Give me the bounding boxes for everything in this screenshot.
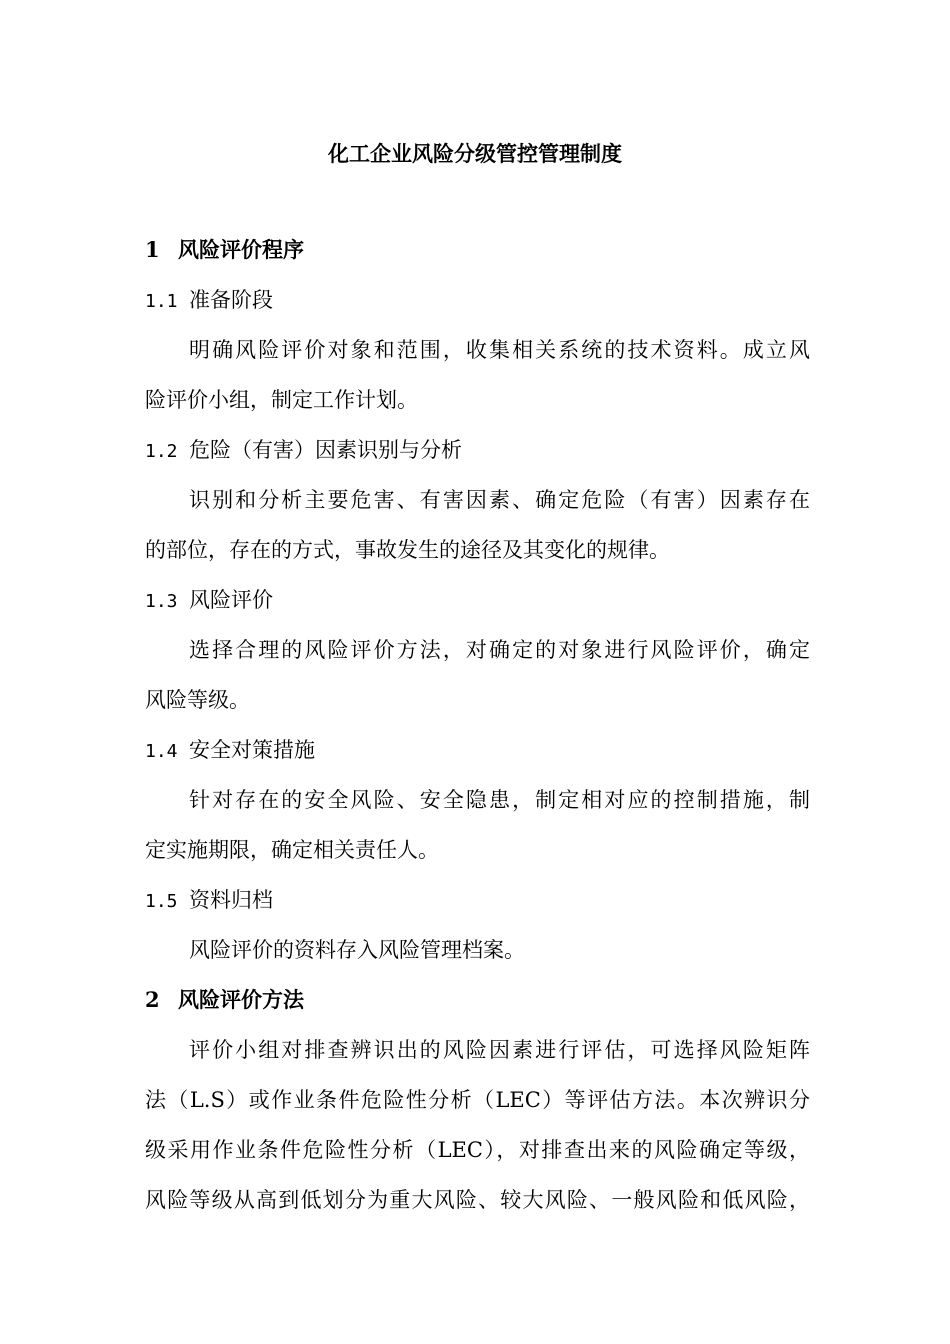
paragraph-line: 风险评价的资料存入风险管理档案。 (189, 938, 525, 962)
paragraph-line: 法（L.S）或作业条件危险性分析（LEC）等评估方法。本次辨识分 (145, 1088, 810, 1112)
section-title: 风险评价方法 (178, 987, 304, 1012)
paragraph-line: 明确风险评价对象和范围，收集相关系统的技术资料。成立风 (189, 338, 810, 362)
subsection-1-1-heading (145, 281, 810, 331)
subsection-1-5-heading (145, 881, 810, 931)
subsection-title: 危险（有害）因素识别与分析 (189, 438, 462, 462)
subsection-1-3-heading (145, 581, 810, 631)
paragraph-line: 级采用作业条件危险性分析（LEC），对排查出来的风险确定等级， (145, 1138, 810, 1162)
subsection-1-4-heading (145, 731, 810, 781)
subsection-1-2-heading (145, 431, 810, 481)
subsection-number: 1.3 (145, 591, 178, 612)
subsection-number: 1.4 (145, 741, 178, 762)
paragraph-line: 评价小组对排查辨识出的风险因素进行评估，可选择风险矩阵 (189, 1038, 810, 1062)
section-title: 风险评价程序 (178, 237, 304, 262)
subsection-number: 1.5 (145, 891, 178, 912)
subsection-title: 准备阶段 (189, 288, 273, 312)
subsection-title: 资料归档 (189, 888, 273, 912)
paragraph-line: 险评价小组，制定工作计划。 (145, 388, 418, 412)
subsection-number: 1.2 (145, 441, 178, 462)
section-number: 1 (145, 237, 160, 262)
subsection-title: 安全对策措施 (189, 738, 315, 762)
subsection-title: 风险评价 (189, 588, 273, 612)
paragraph-line: 选择合理的风险评价方法，对确定的对象进行风险评价，确定 (189, 638, 810, 662)
paragraph-line: 识别和分析主要危害、有害因素、确定危险（有害）因素存在 (189, 488, 810, 512)
section-number: 2 (145, 987, 160, 1012)
section-2-heading (145, 981, 810, 1031)
paragraph-line: 风险等级从高到低划分为重大风险、较大风险、一般风险和低风险， (145, 1188, 810, 1212)
section-1-heading (145, 231, 810, 281)
paragraph-line: 风险等级。 (145, 688, 250, 712)
paragraph-line: 的部位，存在的方式，事故发生的途径及其变化的规律。 (145, 538, 670, 562)
document-body (145, 231, 810, 1231)
paragraph-line: 定实施期限，确定相关责任人。 (145, 838, 439, 862)
document-title: 化工企业风险分级管控管理制度 (328, 141, 622, 166)
paragraph-line: 针对存在的安全风险、安全隐患，制定相对应的控制措施，制 (189, 788, 810, 812)
subsection-number: 1.1 (145, 291, 178, 312)
